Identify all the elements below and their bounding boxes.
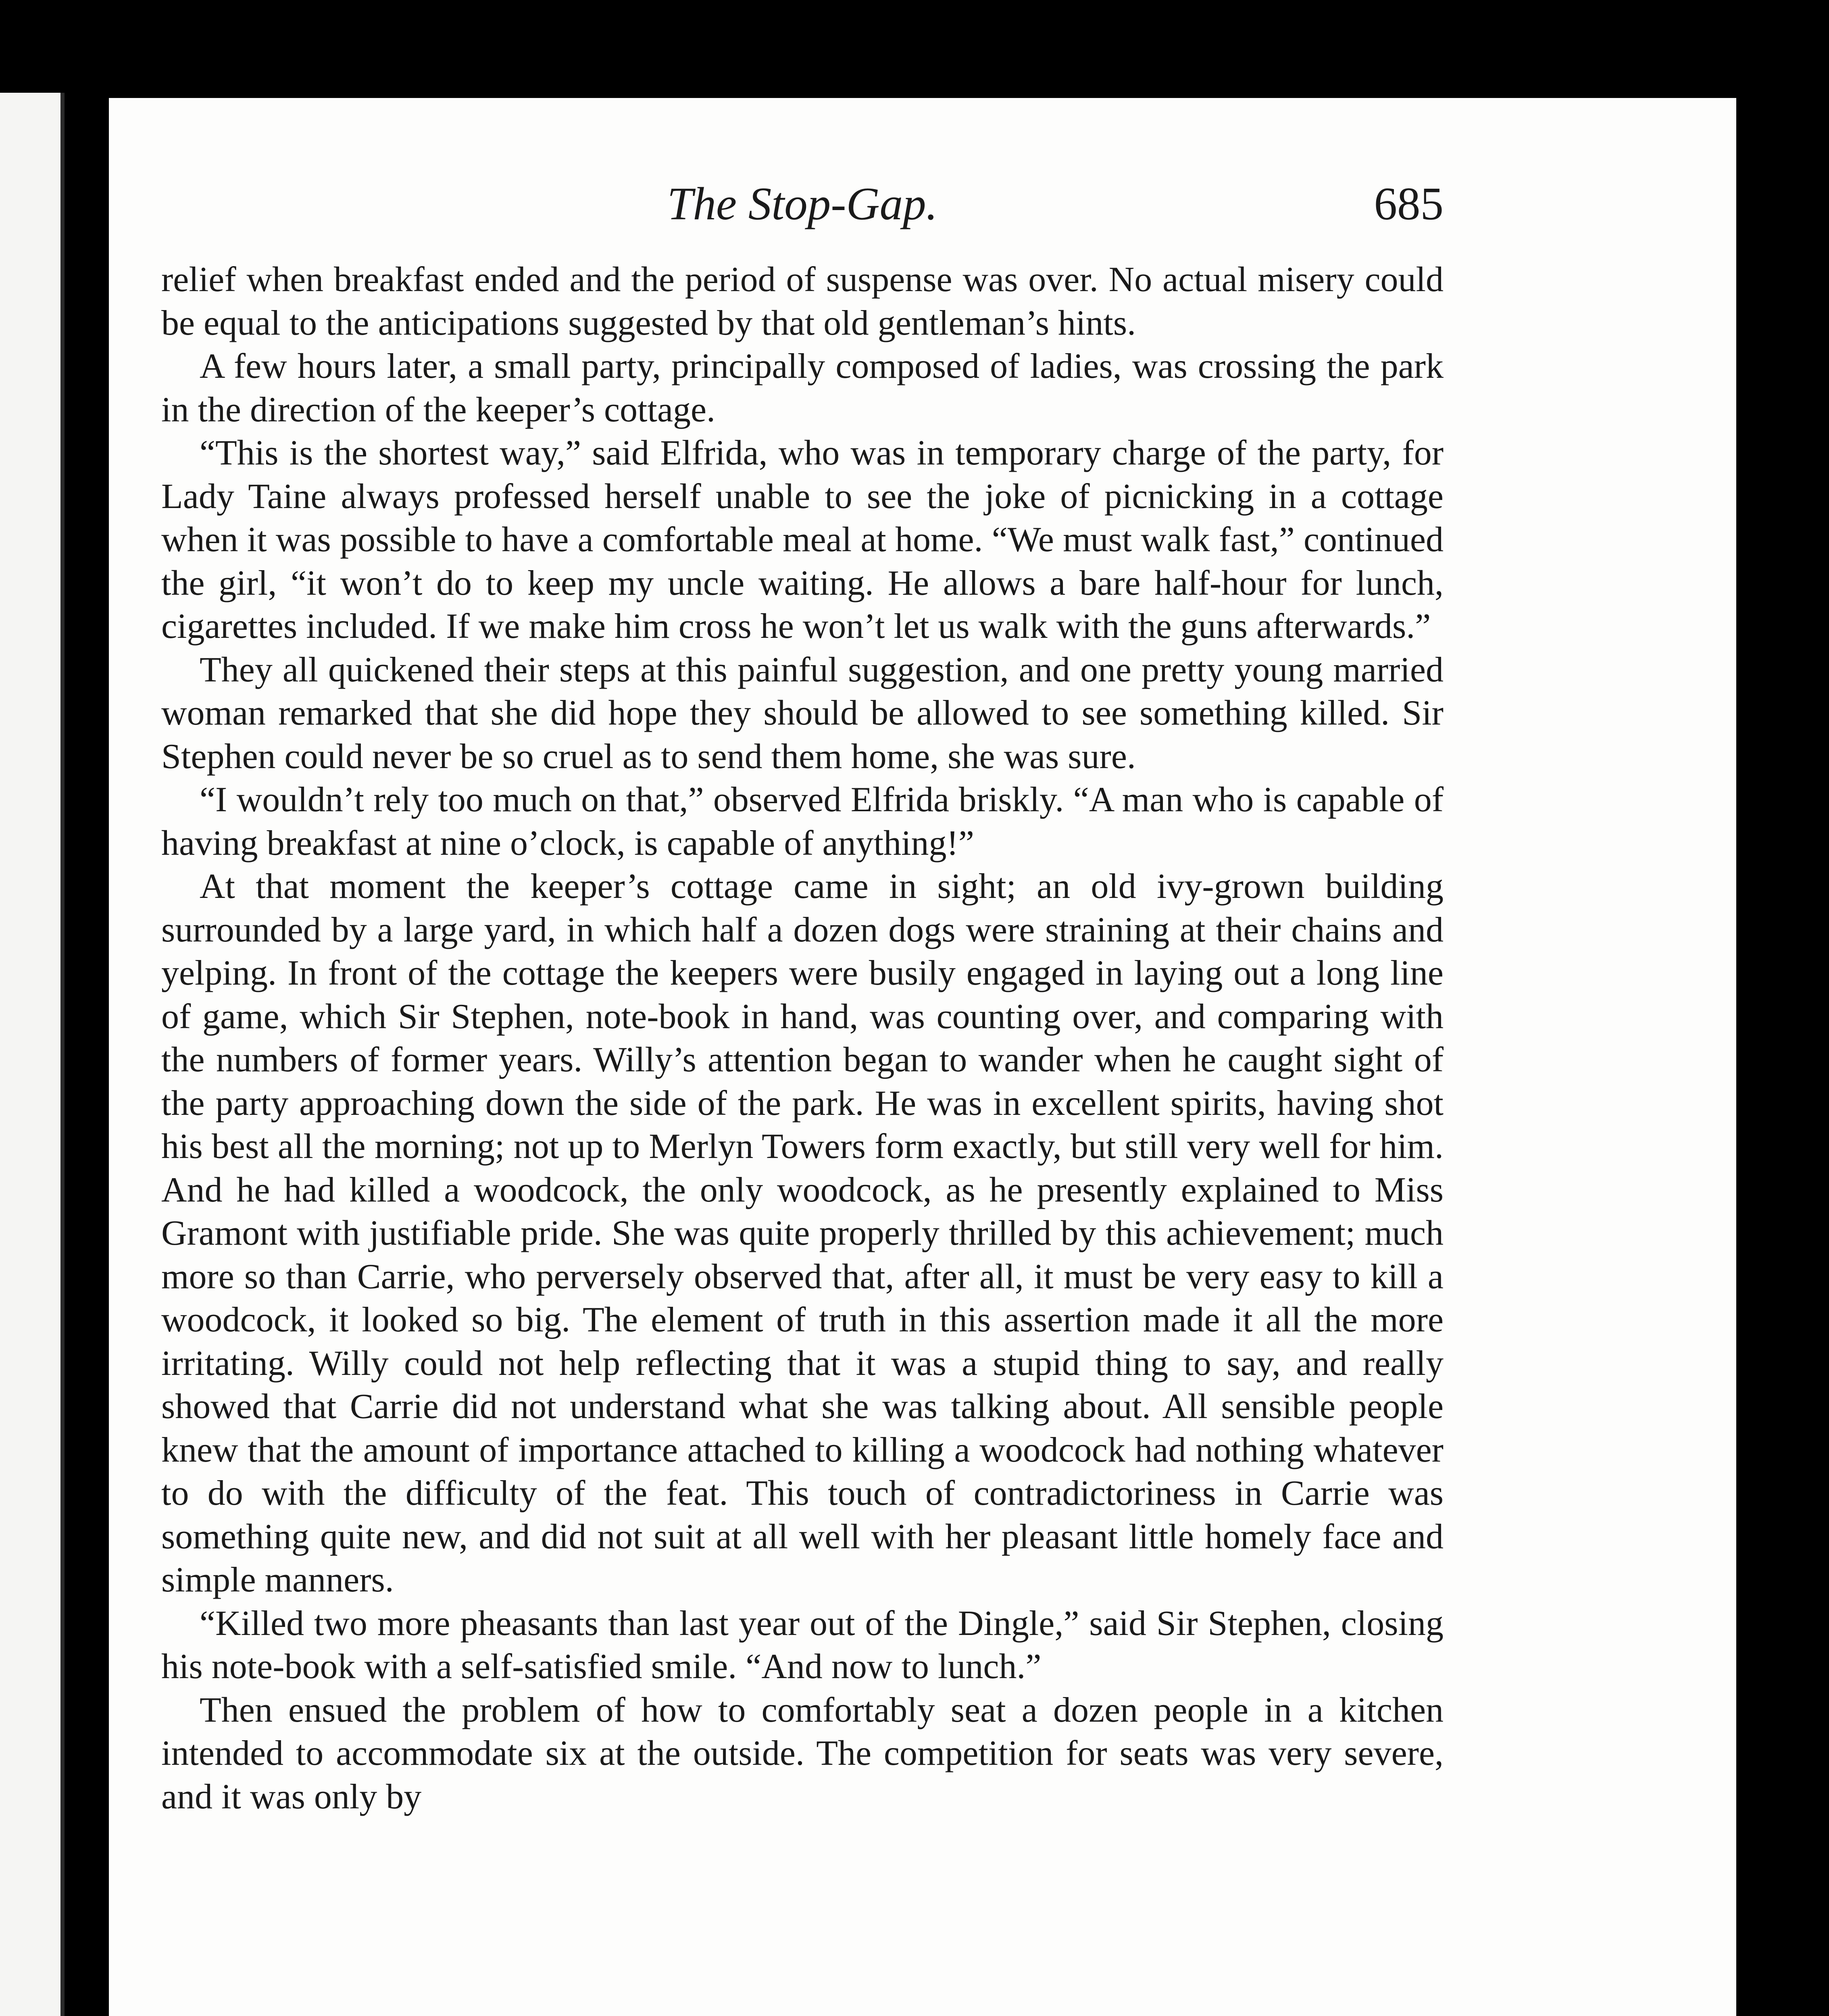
paragraph-5: “I wouldn’t rely too much on that,” observed Elfrida briskly. “A man who is capable of having breakfast at nine o’clock, is capable of anything!”: [161, 780, 1444, 863]
body-text: [161, 258, 1444, 1818]
paragraph-2: A few hours later, a small party, principally composed of ladies, was crossing the park in the direction of the keeper’s cottage.: [161, 347, 1444, 429]
paragraph-8: Then ensued the problem of how to comfortably seat a dozen people in a kitchen intended to accommodate six at the outside. The competition for seats was very severe, and it was only by: [161, 1690, 1444, 1816]
page-number: 685: [1374, 178, 1444, 229]
paragraph-4: They all quickened their steps at this painful suggestion, and one pretty young married woman remarked that she did hope they should be allowed to see something killed. Sir Stephen could never be so cruel as to send them home, she was sure.: [161, 650, 1444, 776]
running-title: The Stop-Gap.: [667, 178, 938, 229]
paragraph-7: “Killed two more pheasants than last year out of the Dingle,” said Sir Stephen, closing his note-book with a self-satisfied smile. “And now to lunch.”: [161, 1604, 1444, 1686]
page-header: [161, 177, 1444, 258]
previous-page-edge: [0, 93, 65, 2016]
paragraph-1: relief when breakfast ended and the period of suspense was over. No actual misery could be equal to the anticipations suggested by that old gentleman’s hints.: [161, 260, 1444, 343]
paragraph-6: At that moment the keeper’s cottage came in sight; an old ivy-grown building surrounded by a large yard, in which half a dozen dogs were straining at their chains and yelping. In front of the cottage the keepers were busily engaged in laying out a long line of game, which Sir Stephen, note-book in hand, was counting over, and comparing with the numbers of former years. Willy’s attention began to wander when he caught sight of the party approaching down the side of the park. He was in excellent spirits, having shot his best all the morning; not up to Merlyn Towers form exactly, but still very well for him. And he had killed a woodcock, the only woodcock, as he presently explained to Miss Gramont with justifiable pride. She was quite properly thrilled by this achievement; much more so than Carrie, who perversely observed that, after all, it must be very easy to kill a woodcock, it looked so big. The element of truth in this assertion made it all the more irritating. Willy could not help reflecting that it was a stupid thing to say, and really showed that Carrie did not understand what she was talking about. All sensible people knew that the amount of importance attached to killing a woodcock had nothing whatever to do with the difficulty of the feat. This touch of contradictoriness in Carrie was something quite new, and did not suit at all well with her pleasant little homely face and simple manners.: [161, 867, 1444, 1599]
paragraph-3: “This is the shortest way,” said Elfrida, who was in temporary charge of the party, for Lady Taine always professed herself unable to see the joke of picnicking in a cottage when it was possible to have a comfortable meal at home. “We must walk fast,” continued the girl, “it won’t do to keep my uncle waiting. He allows a bare half-hour for lunch, cigarettes included. If we make him cross he won’t let us walk with the guns afterwards.”: [161, 433, 1444, 646]
